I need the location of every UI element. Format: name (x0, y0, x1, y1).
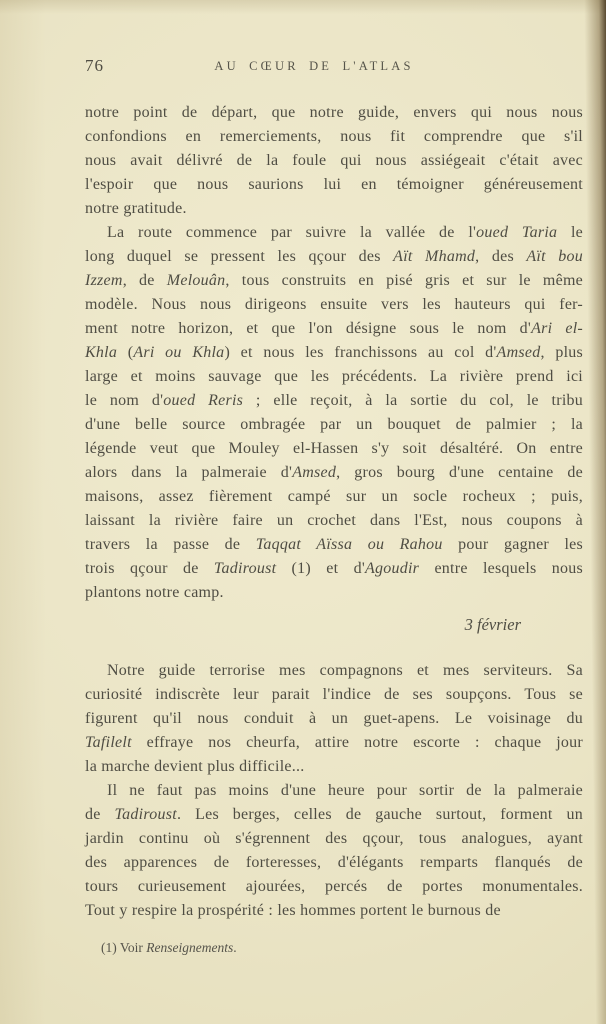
text-line: laissant la rivière faire un crochet dans l'Est, nous coupons à (85, 512, 583, 529)
text-line: plantons notre camp. (85, 584, 224, 601)
text-line: figurent qu'il nous conduit à un guet-apens. Le voisinage du (85, 710, 583, 727)
text-line: Izzem, de Melouân, tous construits en pisé gris et sur le même (85, 272, 583, 289)
text-line: tours curieusement ajourées, percés de portes monumentales. (85, 878, 583, 895)
text-line: la marche devient plus difficile... (85, 758, 305, 775)
text-line: Tout y respire la prospérité : les hommes portent le burnous de (85, 902, 501, 919)
paragraph (85, 221, 583, 605)
text-line: curiosité indiscrète leur parait l'indice de ses soupçons. Tous se (85, 686, 583, 703)
book-edge-shadow (584, 0, 606, 1024)
date-heading: 3 février (464, 615, 521, 634)
text-line: travers la passe de Taqqat Aïssa ou Rahou pour gagner les (85, 536, 583, 553)
text-line: le nom d'oued Reris ; elle reçoit, à la sortie du col, le tribu (85, 392, 584, 409)
paragraph (85, 659, 583, 779)
text-line: ment notre horizon, et que l'on désigne sous le nom d'Ari el- (85, 320, 583, 337)
text-line: légende veut que Mouley el-Hassen s'y soit désaltéré. On entre (85, 440, 583, 457)
text-line: des apparences de forteresses, d'élégants remparts flanqués de (85, 854, 583, 871)
text-line: long duquel se pressent les qçour des Aït Mhamd, des Aït bou (85, 248, 584, 265)
text-line: nous avait délivré de la foule qui nous assiégeait c'était avec (85, 152, 583, 169)
paragraph (85, 779, 583, 923)
text-line: trois qçour de Tadiroust (1) et d'Agoudir entre lesquels nous (85, 560, 583, 577)
text-line: d'une belle source ombragée par un bouquet de palmier ; la (85, 416, 583, 433)
text-line: maisons, assez fièrement campé sur un socle rocheux ; puis, (85, 488, 583, 505)
footnote (85, 938, 583, 957)
text-line: La route commence par suivre la vallée de l'oued Taria le (107, 224, 584, 241)
text-line: de Tadiroust. Les berges, celles de gauche surtout, forment un (85, 806, 583, 823)
text-line: modèle. Nous nous dirigeons ensuite vers les hauteurs qui fer- (85, 296, 583, 313)
running-title: AU CŒUR DE L'ATLAS (214, 59, 414, 73)
text-line: alors dans la palmeraie d'Amsed, gros bourg d'une centaine de (85, 464, 583, 481)
text-line: Il ne faut pas moins d'une heure pour sortir de la palmeraie (107, 782, 583, 799)
page-content (85, 56, 583, 957)
text-line: notre gratitude. (85, 200, 187, 217)
text-line: notre point de départ, que notre guide, envers qui nous nous (85, 104, 583, 121)
text-line: jardin continu où s'égrennent des qçour, tous analogues, ayant (85, 830, 583, 847)
page-number: 76 (85, 56, 104, 75)
text-line: Tafilelt effraye nos cheurfa, attire notre escorte : chaque jour (85, 734, 583, 751)
text-line: large et moins sauvage que les précédents. La rivière prend ici (85, 368, 583, 385)
text-line: confondions en remerciements, nous fit comprendre que s'il (85, 128, 583, 145)
text-block (85, 101, 583, 923)
footnote-text: (1) Voir Renseignements. (101, 940, 237, 955)
page-header (85, 56, 583, 76)
text-line: Notre guide terrorise mes compagnons et mes serviteurs. Sa (107, 662, 583, 679)
paragraph (85, 101, 583, 221)
text-line: Khla (Ari ou Khla) et nous les franchissons au col d'Amsed, plus (85, 344, 584, 361)
text-line: l'espoir que nous saurions lui en témoigner généreusement (85, 176, 583, 193)
